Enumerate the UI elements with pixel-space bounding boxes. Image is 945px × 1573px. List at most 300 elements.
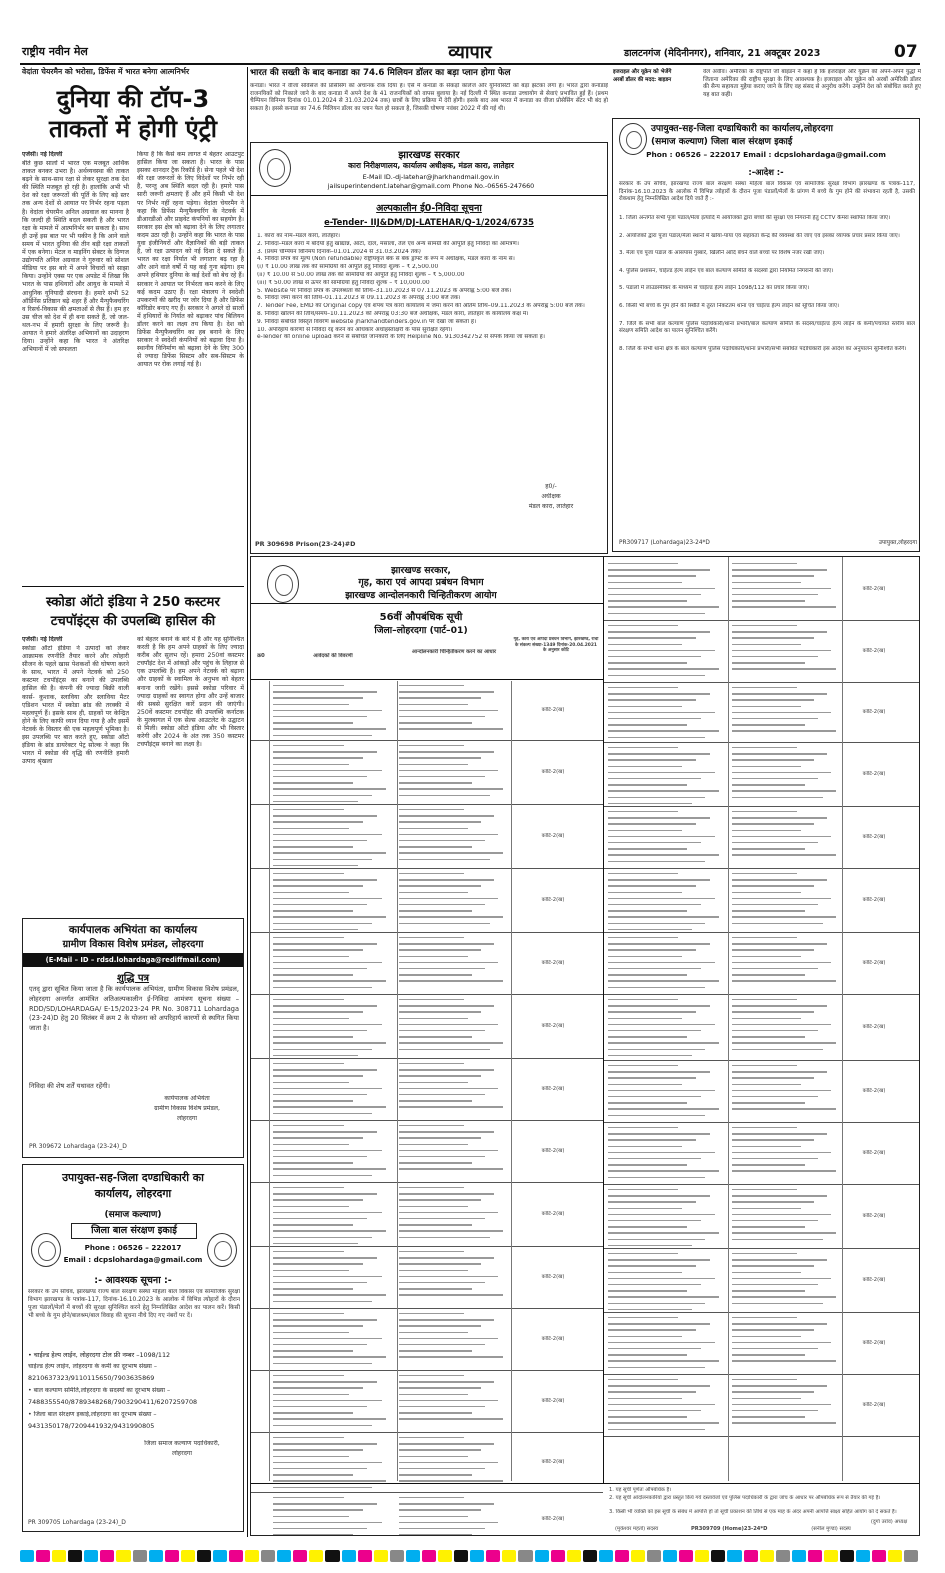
- text-line: [273, 1437, 344, 1438]
- text-line: [608, 1342, 715, 1343]
- text-line: [399, 1332, 468, 1333]
- category-cell: कोटि-2(ख): [862, 1277, 886, 1283]
- text-line: [608, 980, 719, 981]
- text-line: [732, 766, 801, 767]
- story-body: कनाडा। भारत ने वीजा सर्विसेज की प्रोसेसिंग को अचानक रोक दिया है। ऐसे में कनाडा के सैकड़ों कॉलेज और यूनिवर्सिटी को बड़ा झटका लगा है। भारत द्वारा कनाडाई राजनयिकों को निकाले जाने के बाद कनाडा में अपने देश के 41 राजनयिकों को वापस बुलाया है। नई दिल्ली में स्थित कनाडा उच्चायोग से सेवाएं प्रभावित हुई हैं। (प्रथम चैम्पियन विनिमय दिनांक 01.01.2024 से 31.03.2024 तक) छात्रों के लिए प्रक्रिया में देरी होगी। इसके बाद अब भारत में कनाडा का वीजा प्रोसेसिंग सेंटर भी बंद हो सकता है। इससे कनाडा का 74.6 मिलियन डॉलर का प्लान फेल हो सकता है, जिसकी घोषणा नवंबर 2022 में की गई थी।: [250, 83, 608, 112]
- color-swatch: [486, 1550, 500, 1562]
- text-line: [273, 968, 367, 969]
- notice-sign-3: लोहरदगा: [177, 1115, 197, 1122]
- color-swatch: [342, 1550, 356, 1562]
- text-line: [273, 1082, 349, 1083]
- category-cell: कोटि-2(ख): [541, 1274, 565, 1280]
- text-line: [273, 1443, 377, 1444]
- text-line: [608, 637, 696, 638]
- text-line: [273, 722, 353, 723]
- text-line: [608, 885, 696, 886]
- text-line: [732, 1336, 801, 1337]
- text-line: [732, 1108, 836, 1109]
- text-line: [273, 1069, 377, 1070]
- text-line: [399, 846, 472, 847]
- text-line: [732, 885, 814, 886]
- color-swatch: [133, 1550, 147, 1562]
- text-line: [732, 625, 797, 626]
- category-cell: कोटि-2(ख): [541, 1023, 565, 1029]
- text-line: [273, 1175, 372, 1176]
- story-headline-1: स्कोडा ऑटो इंडिया ने 250 कस्टमर: [46, 595, 220, 610]
- text-line: [732, 1195, 827, 1196]
- text-line: [732, 1146, 801, 1147]
- notice-sign-2: ग्रामीण विकास विशेष प्रमंडल,: [154, 1105, 220, 1112]
- text-line: [608, 747, 678, 748]
- text-line: [732, 817, 827, 818]
- story-column-1: स्कोडा ऑटो इंडिया ने उत्पादों को लेकर आक्रामक रणनीति तैयार करने और त्योहारी सीजन के पहले खास पेशकशों की घोषणा करने के साथ, भारत में अपने नेटवर्क को 250 कस्टमर टचपॉइंट्स का बनाने की उपलब्धि हासिल की है। कंपनी की ज्यादा बिक्री वाली कार्स- कुशाक, स्लाविया और स्लाविया मैटर एडिशन भारत में स्कोडा ब्रांड की तरक्की में महत्वपूर्ण हैं। इसके साथ ही, ग्राहकों पर केन्द्रित होने के लिए काफी ध्यान दिया गया है और इसमें नेटवर्क के विस्तार की एक महत्वपूर्ण भूमिका है। इस उपलब्धि पर बात करते हुए, स्कोडा ऑटो इंडिया के ब्रांड डायरेक्टर पेट्र सोल्क ने कहा कि भारत में स्कोडा की वृद्धि की रणनीति हमारी उत्पाद श्रृंखला: [22, 645, 129, 766]
- text-line: [399, 892, 468, 893]
- text-line: [399, 821, 481, 822]
- text-line: [273, 1113, 372, 1114]
- text-line: [732, 1303, 823, 1304]
- text-line: [732, 811, 797, 812]
- notice-title-3: (समाज कल्याण): [104, 1210, 162, 1220]
- text-line: [399, 1237, 490, 1238]
- text-line: [273, 1187, 344, 1188]
- text-line: [399, 1282, 485, 1283]
- text-line: [732, 999, 797, 1000]
- text-line: [732, 588, 831, 589]
- text-line: [273, 1503, 377, 1504]
- text-line: [608, 861, 705, 862]
- footer-note: 1. यह सूची पूर्णतः औपबंधिक है।: [609, 1487, 672, 1493]
- text-line: [608, 668, 719, 669]
- story-column-2: को बेहतर बनाने के बारे में है और यह सुनिश्चित करती है कि हम अपने ग्राहकों के लिए ज्यादा करीब और सुलभ रहें। हमारा 250वां कस्टमर टचपॉइंट देश में आंकड़ों और पहुंच के लिहाज से एक उपलब्धि है। हम अपने नेटवर्क को बढ़ाना और ग्राहकों के स्वामित्व के अनुभव को बेहतर बनाना जारी रखेंगे। इससे स्कोडा परिवार में ज्यादा ग्राहकों का स्वागत होगा और उन्हें बाजार की सबसे सुरक्षित कारें प्रदान की जाएंगी। 250वें कस्टमर टचपॉइंट की उपलब्धि कर्नाटक के मुलबागल में एक सेल्स आउटलेट के उद्घाटन से मिली। स्कोडा ऑटो इंडिया और भी विस्तार करेगी और 2024 के अंत तक 350 कस्टमर टचपॉइंट्स बनाने का लक्ष्य है।: [137, 636, 244, 749]
- notice-contact: Phon : 06526 – 222017 Email : dcpslohardaga@gmail.com: [646, 150, 886, 159]
- table-header-sl: क्र0: [257, 653, 265, 659]
- text-line: [608, 1253, 678, 1254]
- category-cell: कोटि-2(ख): [541, 1211, 565, 1217]
- text-line: [732, 1290, 805, 1291]
- text-line: [399, 1338, 498, 1339]
- color-swatch: [213, 1550, 227, 1562]
- tender-item: (ii) ₹ 10.00 से 50.00 लाख तक की सामग्रियों की आपूर्ति हेतु निविदा शुल्क – ₹ 5,000.00: [257, 271, 465, 278]
- text-line: [399, 1387, 481, 1388]
- text-line: [399, 722, 472, 723]
- text-line: [273, 1338, 382, 1339]
- text-line: [399, 1313, 464, 1314]
- text-line: [273, 910, 353, 911]
- text-line: [273, 980, 386, 981]
- tender-item: 8. निविदा खोलने की तिथि/समय–10.11.2023 को अपराह्न 03:30 बजे अधीक्षक, मंडल कारा, लातेहार के कार्यालय कक्ष में।: [257, 310, 529, 317]
- table-row: [251, 1247, 603, 1309]
- text-line: [608, 1259, 710, 1260]
- text-line: [399, 1263, 481, 1264]
- text-line: [732, 600, 805, 601]
- tender-item: 7. Tender Fee, EMD का Original copy एवं शपथ पत्र कारा कार्यालय में जमा करने की अंतिम तिथि–09.11.2023 के अपराह्न 5:00 बजे तक।: [257, 303, 585, 310]
- table-row: [604, 621, 920, 683]
- text-line: [608, 1360, 719, 1361]
- color-swatch: [36, 1550, 50, 1562]
- text-line: [273, 1100, 353, 1101]
- color-swatch: [149, 1550, 163, 1562]
- text-line: [608, 766, 682, 767]
- text-line: [399, 1063, 464, 1064]
- text-line: [608, 1220, 701, 1221]
- text-line: [273, 1406, 367, 1407]
- text-line: [608, 1127, 678, 1128]
- text-line: [399, 788, 503, 789]
- text-line: [732, 1127, 797, 1128]
- table-row: [251, 1309, 603, 1371]
- text-line: [399, 716, 485, 717]
- text-line: [732, 1071, 827, 1072]
- text-line: [732, 898, 831, 899]
- text-line: [608, 631, 710, 632]
- helpline-line-4: • बाल कल्याण समिति,लोहरदगा के सदस्यों का दूरभाष संख्या –: [28, 1387, 171, 1394]
- text-line: [273, 865, 358, 866]
- helpline-line-2: चाईल्ड हेल्प लाईन, लोहरदगा के कर्मी का दूरभाष संख्या –: [28, 1363, 157, 1370]
- notice-gov: झारखण्ड सरकार: [398, 150, 460, 161]
- dateline: डालटनगंज (मेदिनीनगर), शनिवार, 21 अक्टूबर 2023: [624, 48, 821, 59]
- text-line: [608, 1077, 696, 1078]
- text-line: [608, 1317, 678, 1318]
- text-line: [608, 923, 705, 924]
- list-pr: PR309709 (Home)23-24*D: [691, 1526, 768, 1532]
- text-line: [732, 730, 836, 731]
- text-line: [273, 697, 363, 698]
- text-line: [273, 962, 382, 963]
- color-swatch: [535, 1550, 549, 1562]
- text-line: [732, 943, 827, 944]
- text-line: [399, 1125, 464, 1126]
- text-line: [608, 987, 705, 988]
- text-line: [273, 1218, 367, 1219]
- color-swatch: [824, 1550, 838, 1562]
- text-line: [273, 846, 353, 847]
- text-line: [399, 1082, 468, 1083]
- text-line: [399, 1350, 472, 1351]
- text-line: [399, 1449, 481, 1450]
- text-line: [608, 737, 705, 738]
- text-line: [608, 706, 682, 707]
- text-line: [399, 685, 464, 686]
- text-line: [608, 1158, 701, 1159]
- text-line: [732, 1348, 818, 1349]
- text-line: [608, 811, 678, 812]
- table-row: [604, 1061, 920, 1123]
- notice-heading: :-आदेश :-: [748, 167, 784, 177]
- text-line: [732, 1278, 831, 1279]
- text-line: [732, 1139, 814, 1140]
- category-cell: कोटि-2(ख): [541, 833, 565, 839]
- category-cell: कोटि-2(ख): [862, 709, 886, 715]
- notice-heading: अल्पकालीन ई0-निविदा सूचना: [376, 203, 482, 214]
- text-line: [273, 1131, 377, 1132]
- text-line: [732, 1036, 805, 1037]
- color-swatch: [679, 1550, 693, 1562]
- text-line: [273, 1230, 386, 1231]
- text-line: [273, 1528, 367, 1529]
- text-line: [273, 1224, 353, 1225]
- text-line: [732, 956, 801, 957]
- text-line: [608, 772, 715, 773]
- column-rule: [269, 681, 270, 1481]
- story-headline-2: ताकतों में होगी एंट्री: [49, 115, 217, 143]
- dcpu-notice-right: [612, 118, 920, 552]
- text-line: [608, 803, 692, 804]
- text-line: [608, 1139, 696, 1140]
- text-line: [273, 1162, 353, 1163]
- text-line: [273, 691, 377, 692]
- text-line: [732, 575, 814, 576]
- text-line: [732, 980, 836, 981]
- category-cell: कोटि-2(ख): [541, 1086, 565, 1092]
- notice-sign-3: मंडल कारा, लातेहार: [528, 503, 574, 510]
- text-line: [732, 1096, 818, 1097]
- text-line: [273, 685, 344, 686]
- text-line: [399, 751, 494, 752]
- text-line: [273, 974, 353, 975]
- text-line: [732, 1049, 823, 1050]
- category-cell: कोटि-2(ख): [541, 1336, 565, 1342]
- table-row: [251, 1371, 603, 1433]
- text-line: [732, 1011, 814, 1012]
- text-line: [399, 885, 481, 886]
- text-line: [732, 718, 818, 719]
- text-line: [399, 1468, 485, 1469]
- notice-body-2: निविदा की शेष शर्तें यथावत रहेंगी।: [29, 1082, 111, 1090]
- text-line: [608, 1065, 678, 1066]
- notice-sign-1: ह0/-: [545, 483, 557, 490]
- text-line: [399, 1075, 481, 1076]
- text-line: [273, 1024, 382, 1025]
- text-line: [732, 1102, 805, 1103]
- biden-story: [613, 67, 921, 115]
- text-line: [273, 751, 377, 752]
- category-cell: कोटि-2(ख): [541, 707, 565, 713]
- text-line: [608, 588, 715, 589]
- text-line: [399, 1375, 464, 1376]
- text-line: [399, 852, 503, 853]
- text-line: [732, 606, 836, 607]
- text-line: [732, 631, 827, 632]
- text-line: [273, 1237, 372, 1238]
- tender-item: 3. (प्रथम चैम्पियन विनिमय दिनांक–01.01.2024 से 31.03.2024 तक): [257, 248, 421, 255]
- text-line: [399, 757, 481, 758]
- text-line: [399, 1356, 503, 1357]
- text-line: [399, 691, 494, 692]
- text-line: [732, 1265, 814, 1266]
- helpline-line-5: 7488355540/8789348268/7903290411/6207259708: [28, 1398, 198, 1406]
- text-line: [399, 974, 472, 975]
- text-line: [608, 1226, 687, 1227]
- text-line: [399, 1162, 472, 1163]
- text-line: [399, 1100, 472, 1101]
- notice-title-4: जिला बाल संरक्षण इकाई: [71, 1223, 197, 1239]
- text-line: [399, 898, 498, 899]
- text-line: [732, 1360, 836, 1361]
- text-line: [399, 815, 494, 816]
- text-line: [608, 1030, 701, 1031]
- text-line: [732, 1317, 797, 1318]
- text-line: [399, 980, 503, 981]
- list-sign: (मुकेश्वर महतो) सदस्य: [615, 1526, 659, 1532]
- text-line: [732, 594, 818, 595]
- tender-item: 5. Website पर निविदा प्रपत्र के उपलब्धता की तिथि–31.10.2023 से 07.11.2023 के अपराह्न 5:00 बजे तक।: [257, 287, 512, 294]
- text-line: [399, 904, 485, 905]
- text-line: [273, 1055, 358, 1056]
- text-line: [273, 923, 372, 924]
- text-line: [273, 710, 382, 711]
- table-row: [604, 933, 920, 995]
- text-line: [399, 764, 468, 765]
- color-swatch: [695, 1550, 709, 1562]
- table-header-category: गृह, कारा एवं आपदा प्रबंधन विभाग, झारखण्ड, रांची के संकल्प संख्या-1349 दिनांक-20.04.2021 के अनुसार कोटि: [513, 637, 599, 654]
- color-swatch: [358, 1550, 372, 1562]
- text-line: [608, 759, 696, 760]
- text-line: [273, 1199, 363, 1200]
- text-line: [399, 1437, 464, 1438]
- text-line: [273, 937, 344, 938]
- color-swatch: [116, 1550, 130, 1562]
- text-line: [732, 1133, 827, 1134]
- text-line: [399, 1534, 472, 1535]
- text-line: [273, 1088, 382, 1089]
- table-row: [604, 869, 920, 933]
- text-line: [732, 879, 827, 880]
- text-line: [399, 1251, 464, 1252]
- print-color-bar: [20, 1550, 920, 1562]
- text-line: [732, 848, 805, 849]
- text-line: [732, 836, 831, 837]
- text-line: [399, 1049, 490, 1050]
- story-headline-2: टचपॉइंट्स की उपलब्धि हासिल की: [50, 614, 216, 629]
- text-line: [399, 1516, 468, 1517]
- notice-sign-2: अधीक्षक: [541, 493, 561, 500]
- list-district: जिला–लोहरदगा (पार्ट–01): [374, 625, 468, 636]
- category-cell: कोटि-2(ख): [862, 648, 886, 654]
- text-line: [399, 828, 468, 829]
- text-line: [273, 987, 372, 988]
- text-line: [608, 1146, 682, 1147]
- text-line: [608, 1189, 678, 1190]
- tender-item: 1. कारा का नाम–मंडल कारा, लातेहार।: [257, 233, 340, 239]
- text-line: [608, 1164, 687, 1165]
- text-line: [273, 1063, 344, 1064]
- order-point: 8. जिले के सभी थाना क्षेत्र के बाल कल्याण पुलिस पदाधिकारी/थाना प्रभारी/सभी संबंधित पदाधिकारी इस आदेश का अनुपालन सुनिश्चित करेंगे।: [619, 345, 907, 352]
- prison-tender-notice: [250, 142, 608, 554]
- text-line: [732, 873, 797, 874]
- text-line: [608, 644, 682, 645]
- category-cell: कोटि-2(ख): [862, 897, 886, 903]
- color-swatch: [518, 1550, 532, 1562]
- text-line: [732, 1232, 836, 1233]
- story-kicker: वेदांता चेयरमैन को भरोसा, डिफेंस में भारत बनेगा आत्मनिर्भर: [22, 67, 190, 76]
- tender-item: (iii) ₹ 50.00 लाख से ऊपर की सामग्रियों हेतु निविदा शुल्क – ₹ 10,000.00: [257, 279, 430, 286]
- text-line: [608, 916, 719, 917]
- table-row: [604, 995, 920, 1061]
- text-line: [273, 852, 386, 853]
- table-row: [604, 559, 920, 621]
- dcpu-notice-left: [22, 1164, 244, 1532]
- color-swatch: [68, 1550, 82, 1562]
- text-line: [273, 929, 358, 930]
- color-swatch: [245, 1550, 259, 1562]
- text-line: [732, 1024, 831, 1025]
- text-line: [732, 582, 801, 583]
- text-line: [399, 1144, 468, 1145]
- text-line: [399, 1412, 472, 1413]
- text-line: [732, 1272, 801, 1273]
- text-line: [273, 1363, 372, 1364]
- list-sign: (दुर्गा उरांव) अध्यक्ष: [870, 1519, 908, 1525]
- text-line: [608, 937, 678, 938]
- text-line: [732, 910, 805, 911]
- category-cell: कोटि-2(ख): [862, 1088, 886, 1094]
- text-line: [273, 885, 363, 886]
- notice-email: (E-Mail – ID – rdsd.lohardaga@rediffmail.com): [45, 956, 221, 964]
- category-cell: कोटि-2(ख): [541, 1148, 565, 1154]
- text-line: [273, 1487, 372, 1488]
- color-swatch: [454, 1550, 468, 1562]
- text-line: [732, 916, 836, 917]
- text-line: [399, 809, 464, 810]
- text-line: [399, 1288, 472, 1289]
- text-line: [399, 910, 472, 911]
- rdsd-notice: [22, 918, 244, 1158]
- text-line: [608, 1429, 705, 1430]
- text-line: [732, 747, 797, 748]
- story-column-1: बीते कुछ सालों में भारत एक मजबूत आर्थिक ताकत बनकर उभरा है। अर्थव्यवस्था की ताकत बढ़ने के साथ-साथ रक्षा से लेकर सुरक्षा तक देश की स्थिति मजबूत हो रही है। हालांकि अभी भी देश को रक्षा जरूरतों की पूर्ति के लिए बड़े स्तर तक अन्य देशों से आयात पर निर्भर रहना पड़ता है। वेदांता चेयरमैन अनिल अग्रवाल का मानना है कि जल्दी ही स्थिति बदल सकती है और भारत रक्षा के मामले में आत्मनिर्भर बन सकता है। साथ ही उन्हें इस बात पर भी यकीन है कि आने वाले समय में भारत दुनिया की तीन बड़ी रक्षा ताकतों में एक बनेगा। मेटल व माइनिंग सेक्टर के दिग्गज उद्योगपति अनिल अग्रवाल ने गुरुवार को सोशल मीडिया पर इस बारे में अपने विचारों को साझा किया। उन्होंने एक्स पर एक अपडेट में लिखा कि भारत के पास हथियारों और आयुध के मामले में आधुनिक युनियादी संरचना है। हमारे सभी 52 ऑर्डिनेंस प्रतिष्ठान बढ़े शहर हैं और मैन्युफैक्चरिंग व रिसर्च-विकास की क्षमताओं से लैस हैं। हम हर उस चीज को देश में ही बना सकते हैं, जो जल-थल-नभ में हमारी सुरक्षा के लिए जरूरी है। आयात ने हमारे अंतरिक्ष अभियानों का उदाहरण दिया। उन्होंने कहा कि भारत ने अंतरिक्ष अभियानों में जो सफलता: [22, 160, 129, 354]
- text-line: [273, 1018, 349, 1019]
- text-line: [732, 778, 818, 779]
- notice-title-1: कार्यपालक अभियंता का कार्यालय: [68, 924, 198, 936]
- text-line: [399, 1030, 485, 1031]
- category-cell: कोटि-2(ख): [862, 1213, 886, 1219]
- text-line: [732, 949, 814, 950]
- tender-item: 9. निविदा संबंधित विस्तृत विवरण website jharkhandtenders.gov.in पर देखा जा सकता है।: [257, 318, 477, 325]
- color-swatch: [776, 1550, 790, 1562]
- table-row: [251, 1493, 603, 1536]
- text-line: [608, 1323, 710, 1324]
- helpline-line-6: • जिला बाल संरक्षण इकाई,लोहरदगा का दूरभाष संख्या –: [28, 1411, 157, 1418]
- text-line: [608, 848, 687, 849]
- text-line: [732, 687, 797, 688]
- text-line: [732, 1284, 818, 1285]
- notice-email-2: jailsuperintendent.latehar@gmail.com Phone No.-06565-247660: [327, 182, 535, 190]
- color-swatch: [888, 1550, 902, 1562]
- text-line: [732, 1042, 836, 1043]
- text-line: [608, 1018, 682, 1019]
- text-line: [732, 1410, 818, 1411]
- order-points: [619, 215, 915, 515]
- text-line: [399, 1381, 494, 1382]
- order-point: 2. आयोजकों द्वारा पूजा पंडाल/मेला स्थानों में खोया-पाया एवं सहायता केन्द्र की व्यवस्था की जाए एवं इसका व्यापक प्रचार प्रसार किया जाए।: [619, 232, 900, 239]
- text-line: [732, 753, 827, 754]
- text-line: [608, 797, 705, 798]
- text-line: [732, 1170, 836, 1171]
- notice-dept: गृह, कारा एवं आपदा प्रबंधन विभाग: [358, 577, 484, 588]
- text-line: [399, 1042, 503, 1043]
- color-swatch: [438, 1550, 452, 1562]
- text-line: [732, 962, 831, 963]
- masthead-rule: [20, 63, 920, 65]
- text-line: [732, 823, 814, 824]
- text-line: [273, 1468, 367, 1469]
- color-swatch: [197, 1550, 211, 1562]
- color-swatch: [904, 1550, 918, 1562]
- text-line: [273, 1400, 382, 1401]
- text-line: [273, 1509, 363, 1510]
- text-line: [608, 1284, 701, 1285]
- text-line: [608, 687, 678, 688]
